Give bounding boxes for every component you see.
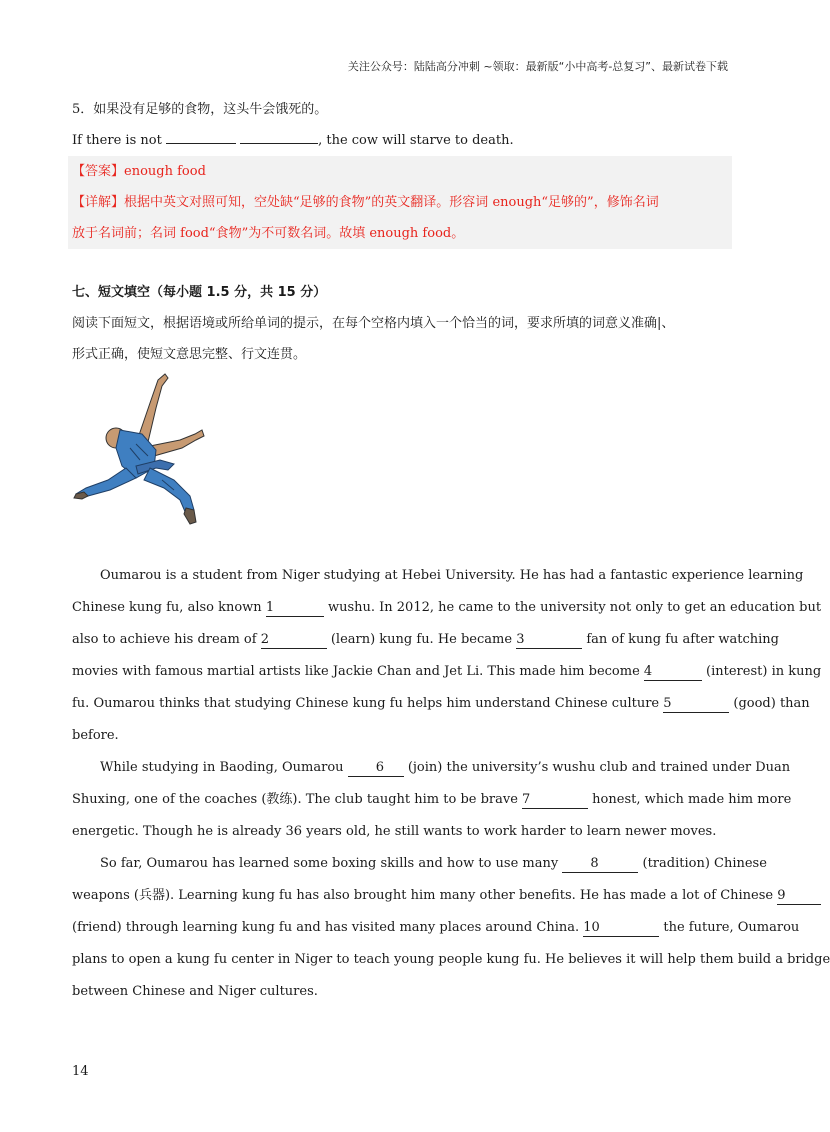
answer-box [68,156,732,249]
answer-line [72,156,728,187]
blank-b [240,127,318,144]
detail-line-1 [72,187,728,218]
passage-line: before. [72,728,119,743]
detail-text-1: 根据中英文对照可知，空处缺“足够的食物”的英文翻译。形容词 enough“足够的”，修饰名词 [124,195,659,210]
passage-line: So far, Oumarou has learned some boxing skills and how to use many 8 (tradition) Chinese [100,856,767,871]
passage-line: Oumarou is a student from Niger studying at Hebei University. He has had a fantastic experience learning [100,568,804,583]
detail-label: 【详解】 [72,195,125,210]
blank-9: 9 [777,888,821,905]
blank-5: 5 [663,696,729,713]
passage-line: between Chinese and Niger cultures. [72,984,318,999]
blank-1: 1 [266,600,324,617]
section-7-instruction-2: 形式正确，使短文意思完整、行文连贯。 [72,347,307,362]
sentence-part-a: If there is not [72,133,166,148]
passage-line: Shuxing, one of the coaches (教练). The club taught him to be brave 7 honest, which made him more [72,792,792,807]
blank-10: 10 [583,920,659,937]
passage [72,560,830,1008]
passage-line: also to achieve his dream of 2 (learn) kung fu. He became 3 fan of kung fu after watching [72,632,779,647]
passage-line: energetic. Though he is already 36 years old, he still wants to work harder to learn newer moves. [72,824,717,839]
passage-line: movies with famous martial artists like Jackie Chan and Jet Li. This made him become 4 (interest) in kung [72,664,822,679]
blank-a [166,127,236,144]
kung-fu-illustration [70,368,210,528]
blank-8: 8 [562,856,638,873]
answer-label: 【答案】 [72,164,125,179]
page-header: 关注公众号：陆陆高分冲刺 ~领取：最新版“小中高考-总复习”、最新试卷下载 [347,60,728,73]
blank-6: 6 [348,760,404,777]
detail-line-2: 放于名词前；名词 food“食物”为不可数名词。故填 enough food。 [72,226,465,241]
passage-line: While studying in Baoding, Oumarou 6 (join) the university’s wushu club and trained under Duan [100,760,791,775]
blank-7: 7 [522,792,588,809]
blank-2: 2 [261,632,327,649]
blank-3: 3 [516,632,582,649]
section-7-title: 七、短文填空（每小题 1.5 分，共 15 分） [72,285,327,300]
passage-line: (friend) through learning kung fu and has visited many places around China. 10 the future, Oumarou [72,920,800,935]
sentence-part-b: , the cow will starve to death. [318,133,514,148]
page-content [72,94,830,1008]
section-7-instruction-1: 阅读下面短文，根据语境或所给单词的提示，在每个空格内填入一个恰当的词，要求所填的词意义准确|、 [72,316,675,331]
passage-line: fu. Oumarou thinks that studying Chinese kung fu helps him understand Chinese culture 5 (good) than [72,696,810,711]
passage-line: Chinese kung fu, also known 1 wushu. In 2012, he came to the university not only to get an education but [72,600,822,615]
answer-value: enough food [124,164,206,179]
page-number: 14 [72,1064,89,1079]
question-5-sentence [72,125,728,156]
question-5-prompt: 5．如果没有足够的食物，这头牛会饿死的。 [72,102,328,117]
blank-4: 4 [644,664,702,681]
passage-line: plans to open a kung fu center in Niger to teach young people kung fu. He believes it will help them build a bridge [72,952,830,967]
passage-line: weapons (兵器). Learning kung fu has also brought him many other benefits. He has made a lot of Chinese 9 [72,880,728,912]
